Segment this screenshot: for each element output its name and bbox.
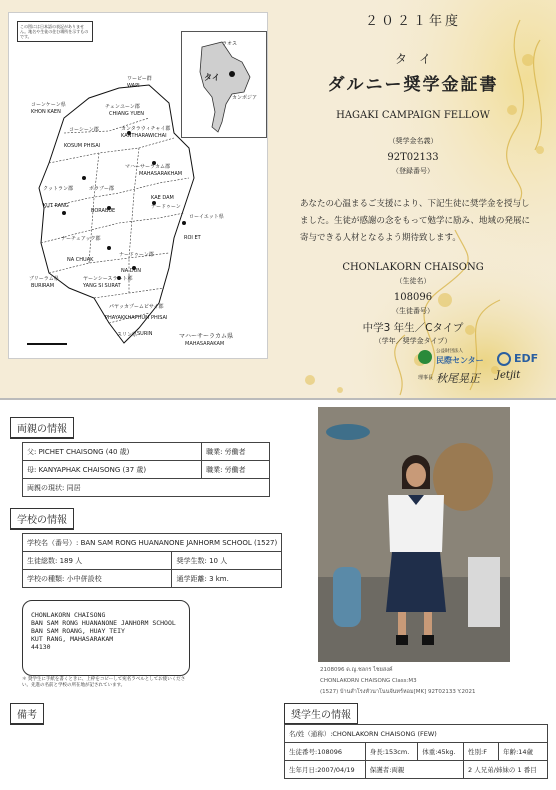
reg-no-label: （登録番号） [392,167,434,175]
chair-label: 理事長 [418,375,434,381]
weight-cell: 体重:45kg. [418,743,464,761]
guardian-cell: 保護者:両親 [365,761,463,779]
cert-year: ２０２１年度 [364,14,461,29]
district-label-jp: コーンケーン県 [31,102,66,108]
district-label-jp: ブリーラム県 [29,276,59,282]
student-table [284,724,548,779]
province-label: マハーサーラカム県 [179,333,233,340]
district-label-jp: マハーサーラカム郡 [125,164,170,170]
student-no: 108096 [393,292,433,303]
district-label-en: WAPI [127,83,140,89]
second-signature: Jetjit [496,370,521,381]
school-table [22,533,282,588]
district-label-en: BORABUE [91,208,116,214]
remarks-header: 備考 [10,703,44,725]
district-label-en: MAHASARAKHAM [139,171,183,177]
reg-no: 92T02133 [387,152,439,163]
school-name-cell: 学校名（番号）: BAN SAM RONG HUANANONE JANHORM SCHOOL (1527) [23,534,282,552]
org-logo-icon [418,350,432,364]
grade-type: 中学3 年生／Cタイプ [362,322,464,334]
fellow-type: HAGAKI CAMPAIGN FELLOW [336,110,490,121]
student-photo-image [318,407,510,662]
address-line: BAN SAM ROANG, HUAY TEIY [31,627,125,635]
district-label-en: YANG SI SURAT [83,283,121,289]
cert-message: あなたの心温まるご支援により、下記生徒に奨学金を授与しました。生徒が感謝の念をもって勉学に励み、地域の発展に寄与できる人材となるよう期待致します。 [300,199,531,243]
inset-label: カンボジア [232,95,258,101]
address-note: ＊ 奨学生に手紙を書くときに、上枠をコピーして宛名ラベルとしてお使いください。先進の名前と学校の所在地が記されています。 [22,677,186,688]
district-label-en: BURIRAM [31,283,55,289]
district-label-jp: ナードゥーン郡 [119,252,154,258]
district-label-en: NA CHUAK [67,257,94,263]
district-label-jp: コーシーン郡 [69,127,99,133]
thailand-inset-map [182,32,266,137]
total-students-cell: 生徒総数: 189 人 [23,552,172,570]
district-label-jp: ヤーンシースラート郡 [83,276,133,282]
district-label-en: ROI ET [184,235,201,241]
inset-map [181,31,267,138]
district-label-jp: スリン県 [117,332,138,338]
district-label-en: KAE DAM [151,195,174,201]
scholarship-name-label: （奨学金名義） [388,137,438,145]
district-label-en: CHIANG YUEN [109,111,144,117]
cert-title: ダルニー奨学金証書 [327,75,499,95]
age-cell: 年齢:14歳 [499,743,548,761]
student-no-label: （生徒番号） [392,307,434,315]
father-job-cell: 職業: 労働者 [202,443,270,461]
height-cell: 身長:153cm. [365,743,418,761]
mother-job-cell: 職業: 労働者 [202,461,270,479]
scholars-cell: 奨学生数: 10 人 [172,552,282,570]
district-label-en: SURIN [137,331,153,337]
cert-country: タ イ [394,52,431,66]
district-label-en: KANTHARAWICHAI [121,133,167,139]
grade-type-label: （学年／奨学金タイプ） [374,337,452,345]
district-label-jp: ナードゥーン [151,204,181,210]
district-label-jp: ボラブー郡 [89,186,114,192]
student-photo [318,407,510,662]
org-sub: 公益財団法人 [436,349,463,354]
student-header: 奨学生の情報 [284,703,358,725]
student-name: CHONLAKORN CHAISONG [342,262,484,273]
district-label-jp: クットラン郡 [43,186,74,192]
district-label-jp: チェンユーン郡 [105,104,140,110]
parents-status-cell: 両親の現状: 同居 [23,479,270,497]
address-label [22,600,190,676]
address-line: KUT RANG, MAHASARAKAM [31,635,114,643]
chair-signature: 秋尾晃正 [436,372,480,385]
gender-cell: 性別:F [464,743,499,761]
district-label-en: KUT RANG [43,203,69,209]
address-line: BAN SAM RONG HUANANONE JANHORM SCHOOL [31,619,176,627]
district-label-jp: ナーチュアック郡 [61,236,101,242]
district-label-en: PHAYAKKHAPHUM PHISAI [105,315,168,321]
school-header: 学校の情報 [10,508,74,530]
province-label-en: MAHASARAKAM [185,341,225,347]
birthday-cell: 生年月日:2007/04/19 [285,761,366,779]
father-cell: 父: PICHET CHAISONG (40 歳) [23,443,202,461]
district-label-jp: カンタラウィチャイ郡 [121,126,171,132]
inset-label: タイ [204,73,220,82]
photo-caption: CHONLAKORN CHAISONG Class:M3 [320,678,417,684]
inset-label: ラオス [222,41,237,47]
map-panel [8,12,268,359]
address-line: 44130 [31,643,51,651]
photo-caption: 2108096 ด.ญ.ชลกร ไชยสงค์ [320,667,393,673]
school-type-cell: 学校の種類: 小中併設校 [23,570,172,588]
photo-caption: (1527) บ้านสำโรงหัวนาโนนจันทร์หอม[MK] 92T02133 Y.2021 [320,689,476,695]
mother-cell: 母: KANYAPHAK CHAISONG (37 歳) [23,461,202,479]
parents-header: 両親の情報 [10,417,74,439]
district-label-en: KOSUM PHISAI [64,143,101,149]
district-label-jp: ローイエット県 [189,214,224,220]
district-label-jp: パヤッカプームピサイ郡 [109,304,164,310]
district-label-en: KHON KAEN [31,109,61,115]
divider [0,398,556,400]
scale-bar [27,343,67,345]
map-note: この図には日本語の表記がありません。地名や生徒の住む場所を示すものです。 [17,21,93,42]
distance-cell: 通学距離: 3 km. [172,570,282,588]
address-line: CHONLAKORN CHAISONG [31,611,106,619]
district-label-jp: ワーピー群 [127,76,152,82]
org-name: 民際センター [436,356,484,365]
edf-label: EDF [514,352,539,365]
student-name-label: （生徒名） [395,277,431,285]
student-name-cell: 名/姓（通称）:CHONLAKORN CHAISONG (FEW) [285,725,548,743]
parents-table [22,442,270,497]
district-label-en: NA DUN [121,268,141,274]
edf-logo-icon [497,352,511,366]
student-number-cell: 生徒番号:108096 [285,743,366,761]
siblings-cell: 2 人兄弟/姉妹の 1 番目 [464,761,548,779]
